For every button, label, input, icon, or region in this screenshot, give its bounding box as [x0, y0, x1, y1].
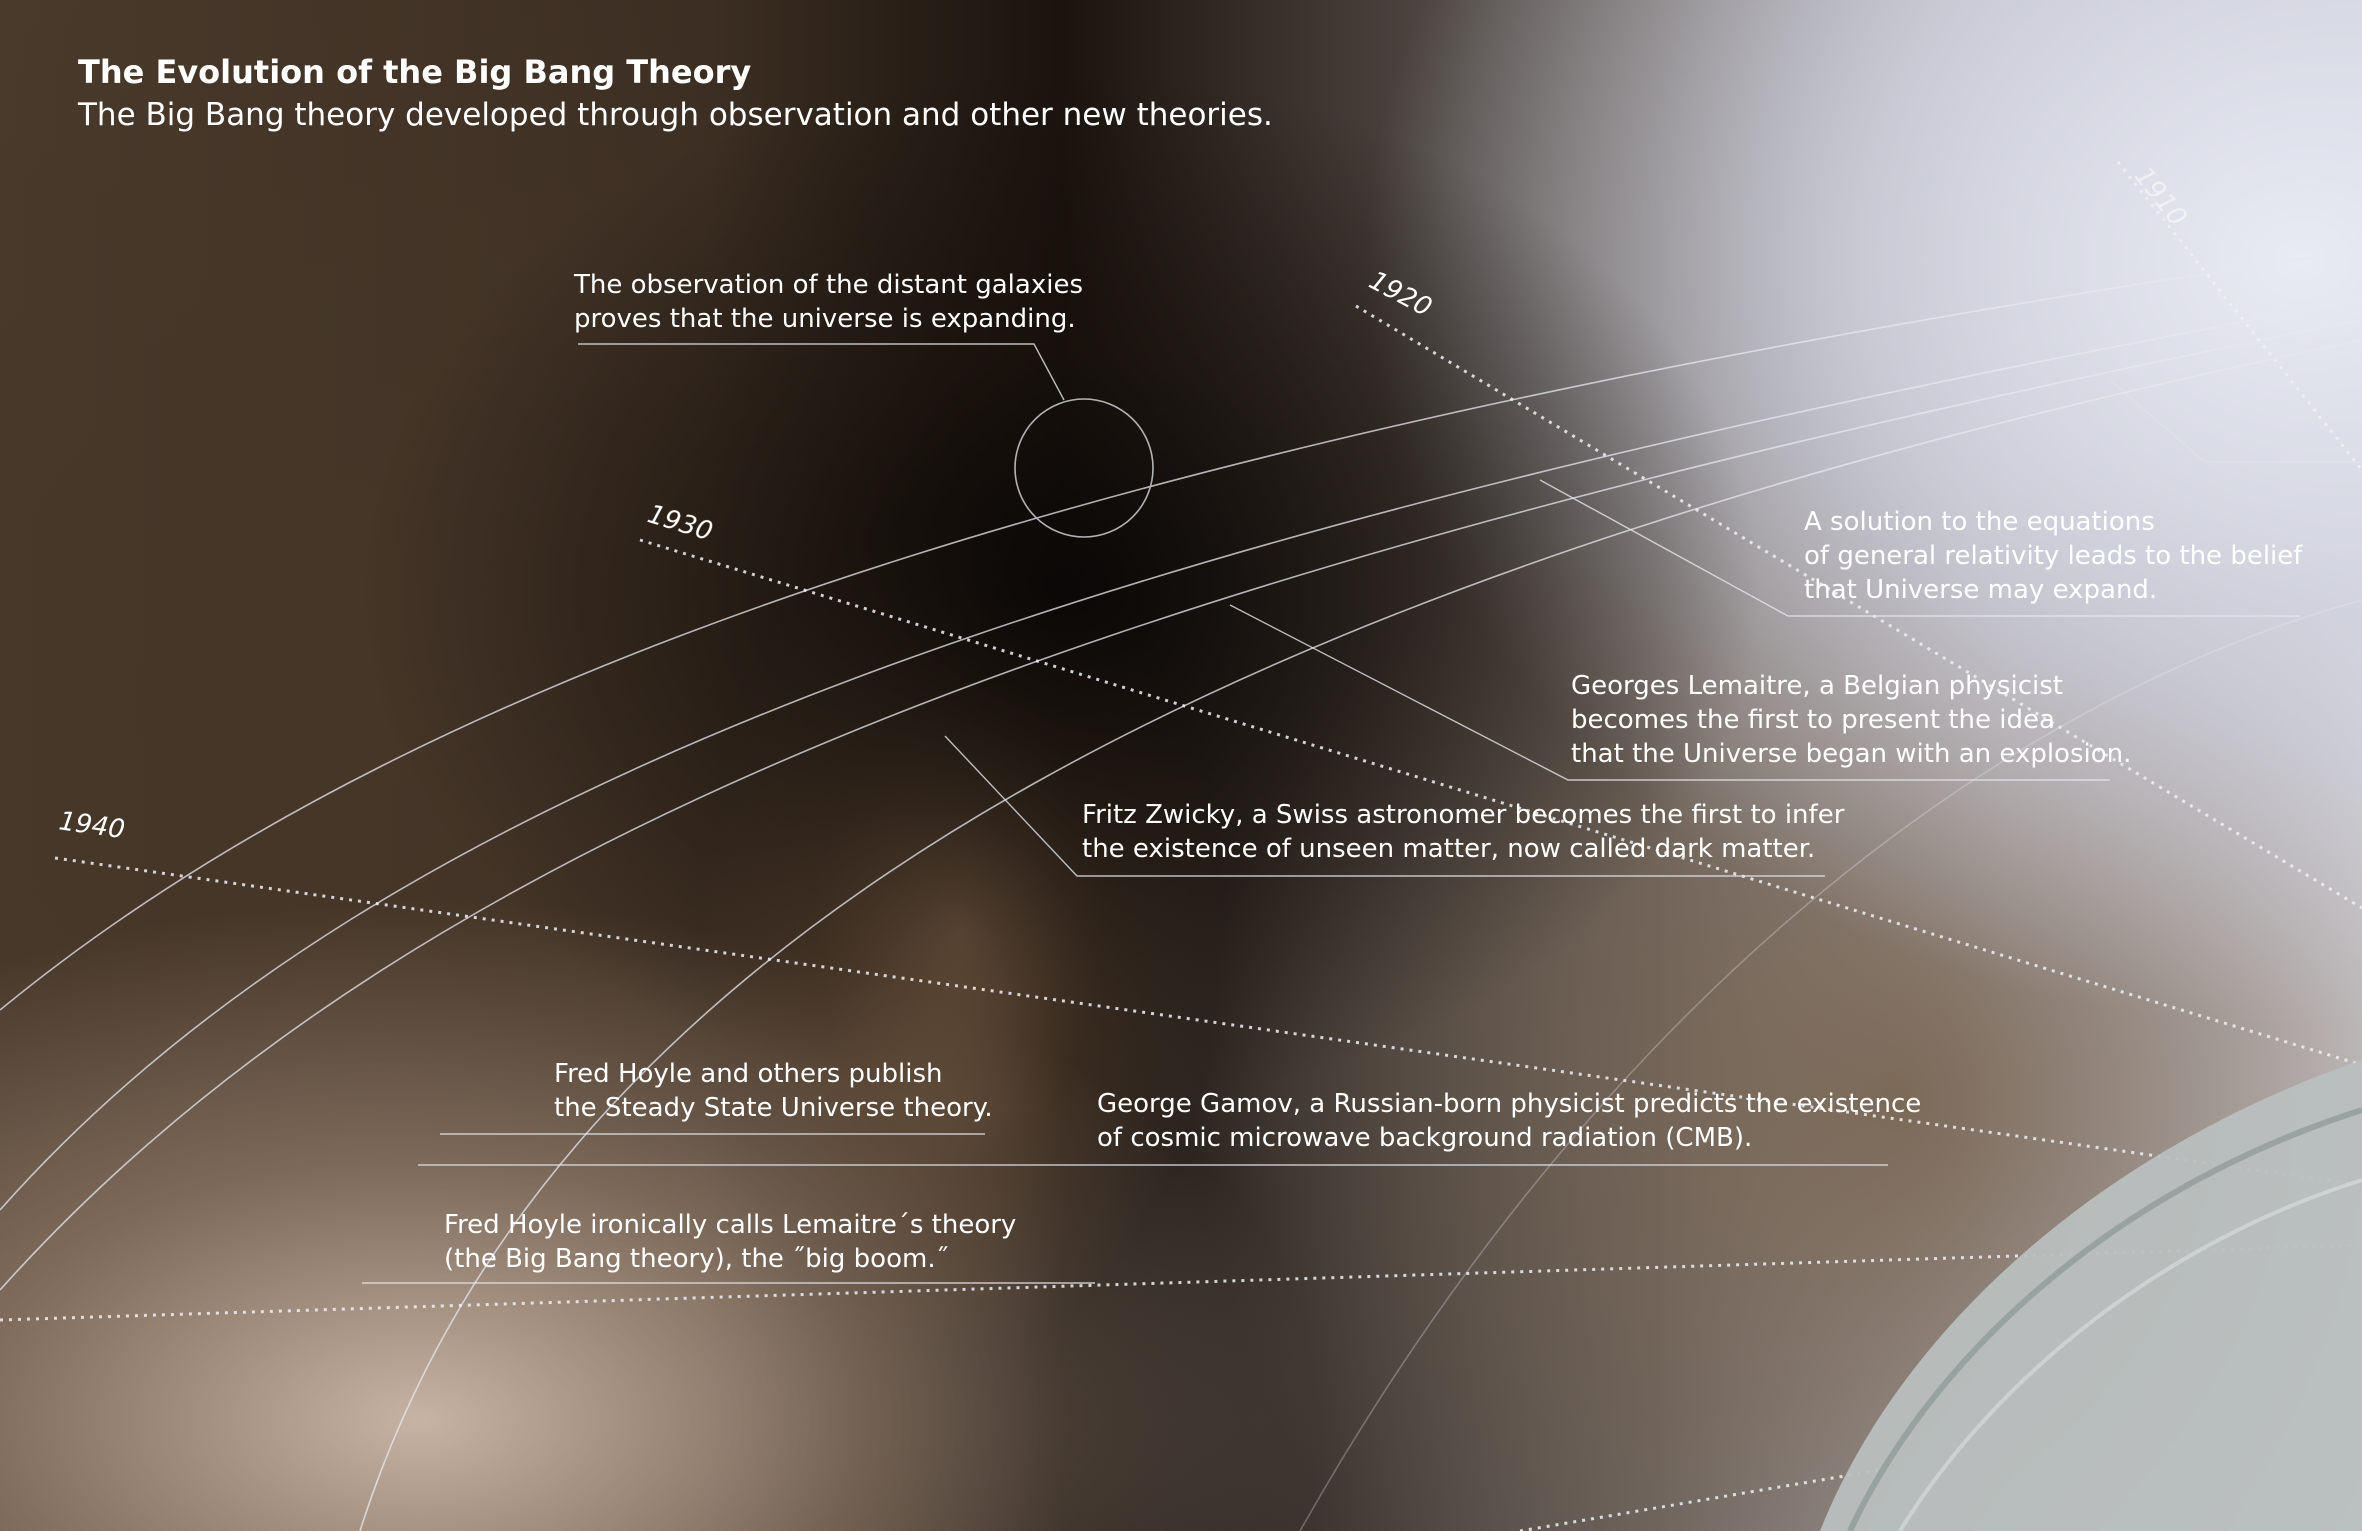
event-zwicky [1082, 798, 1844, 866]
event-hoyle-steady [554, 1057, 993, 1125]
event-lemaitre-line: becomes the first to present the idea [1571, 705, 2055, 735]
orbit-arc-1 [0, 250, 2362, 1010]
event-lemaitre [1571, 669, 2131, 771]
event-relativity-line: A solution to the equations [1804, 507, 2155, 537]
event-galaxies-line: The observation of the distant galaxies [574, 270, 1083, 300]
event-relativity [1804, 505, 2302, 607]
page-title: The Evolution of the Big Bang Theory [78, 53, 752, 91]
event-lemaitre-line: Georges Lemaitre, a Belgian physicist [1571, 671, 2063, 701]
year-label-1930: 1930 [644, 499, 717, 548]
event-hoyle-steady-line: Fred Hoyle and others publish [554, 1059, 943, 1089]
event-zwicky-line: Fritz Zwicky, a Swiss astronomer becomes the first to infer [1082, 800, 1845, 830]
event-gamov-line: George Gamov, a Russian-born physicist predicts the existence [1097, 1089, 1922, 1119]
event-hoyle-boom [444, 1208, 1016, 1276]
leader-galaxies [578, 344, 1064, 400]
event-hoyle-boom-line: Fred Hoyle ironically calls Lemaitre´s theory [444, 1210, 1017, 1240]
event-relativity-line: that Universe may expand. [1804, 575, 2158, 605]
event-galaxies [574, 268, 1083, 336]
event-galaxies-line: proves that the universe is expanding. [574, 304, 1076, 334]
event-gamov [1097, 1087, 1921, 1155]
leader-relativity-top [2110, 380, 2362, 462]
event-hoyle-steady-line: the Steady State Universe theory. [554, 1093, 993, 1123]
page-subtitle: The Big Bang theory developed through observation and other new theories. [78, 97, 1273, 133]
year-label-1940: 1940 [57, 806, 127, 846]
header [78, 50, 1273, 136]
year-label-1910: 1910 [2128, 161, 2193, 233]
year-label-1920: 1920 [1364, 265, 1437, 324]
event-hoyle-boom-line: (the Big Bang theory), the ˝big boom.˝ [444, 1244, 949, 1274]
event-lemaitre-line: that the Universe began with an explosion. [1571, 739, 2132, 769]
event-zwicky-line: the existence of unseen matter, now called dark matter. [1082, 834, 1816, 864]
event-gamov-line: of cosmic microwave background radiation (CMB). [1097, 1123, 1753, 1153]
galaxy-circle-marker [1015, 399, 1153, 537]
event-relativity-line: of general relativity leads to the belief [1804, 541, 2303, 571]
